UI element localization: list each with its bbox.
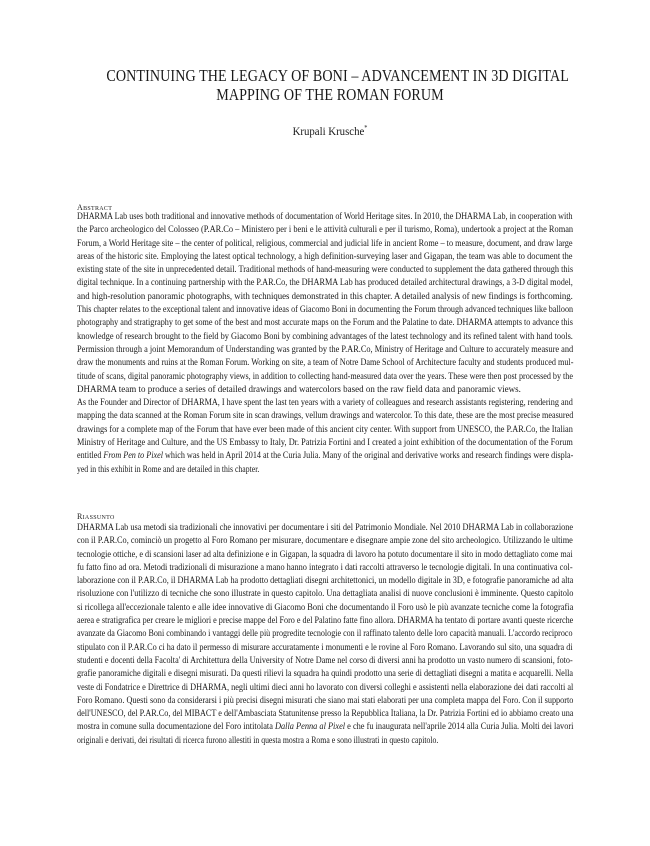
riassunto-line: dell'UNESCO, del P.AR.Co, del MIBACT e dell'Ambasciata Statunitense presso la Repubblica Italiana, la Dr. Patrizia Fortini ed io abbiamo creato una [77, 708, 574, 719]
abstract-line: DHARMA Lab uses both traditional and innovative methods of documentation of World Heritage sites. In 2010, the DHARMA Lab, in cooperation with [77, 211, 573, 221]
riassunto-line: avanzate da Giacomo Boni combinando i vantaggi delle più progredite tecnologie con il raffinato talento delle loro capacità manuali. L'accordo reciproco [77, 628, 573, 639]
riassunto-heading: Riassunto [77, 512, 115, 521]
author-footnote-mark: * [364, 124, 368, 132]
riassunto-line: risoluzione con l'utilizzo di tecniche che sono illustrate in questo capitolo. Una dettagliata analisi di nuove conclusioni è imminente. Questo capitolo [77, 588, 574, 599]
author-name [33, 124, 627, 139]
abstract-line: photography and stratigraphy to get some of the best and most accurate maps on the Forum and the Palatine to date. DHARMA attempts to advance this [77, 317, 573, 328]
riassunto-line: aerea e stratigrafica per creare le migliori e precise mappe del Foro e del Palatino fatte fino allora. DHARMA ha tentato di portare avanti queste ricerche [77, 615, 574, 626]
abstract-line: yed in this exhibit in Rome and are detailed in this chapter. [77, 463, 260, 474]
abstract-line: This chapter relates to the exceptional talent and innovative ideas of Giacomo Boni in documenting the Forum through advanced techniques like balloon [77, 304, 574, 315]
abstract-line: areas of the historic site. Employing the latest optical technology, a high definition-surveying laser and Gigapan, the team was able to document the [77, 250, 573, 261]
riassunto-line: originali e derivati, dei risultati di ricerca furono allestiti in questa mostra a Roma e sono illustrati in questo capitolo. [77, 734, 439, 745]
riassunto-line: fu fatto fino ad ora. Metodi tradizionali di misurazione a mano hanno integrato i dati raccolti attraverso le tecnologie digitali. In una continuativa col- [77, 561, 573, 572]
abstract-line: and high-resolution panoramic photographs, with techniques demonstrated in this chapter. A detailed analysis of new findings is forthcoming. [77, 290, 573, 301]
abstract-line: As the Founder and Director of DHARMA, I have spent the last ten years with a variety of colleagues and research assistants registering, rendering and [77, 397, 573, 408]
abstract-line: Permission through a joint Memorandum of Understanding was granted by the P.AR.Co, Ministry of Heritage and Culture to accurately measure and [77, 343, 574, 354]
abstract-line: draw the monuments and ruins at the Roman Forum. Working on site, a team of Notre Dame School of Architecture faculty and students produced mul- [77, 357, 574, 368]
riassunto-line: DHARMA Lab usa metodi sia tradizionali che innovativi per documentare i siti del Patrimonio Mondiale. Nel 2010 DHARMA Lab in collaborazione [77, 522, 574, 532]
abstract-heading: Abstract [77, 203, 113, 212]
abstract-line: existing state of the site in unprecedented detail. Traditional methods of hand-measuring were conducted to supplement the data gathered through this [77, 264, 574, 275]
abstract-line: Ministry of Heritage and Culture, and the US Embassy to Italy, Dr. Patrizia Fortini and I created a joint exhibition of the documentation of the Forum [77, 437, 573, 448]
riassunto-line: studenti e docenti della Facolta' di Architettura della University of Notre Dame nel corso di diversi anni ha prodotto un vasto numero di scansioni, foto- [77, 654, 573, 665]
abstract-body [77, 210, 573, 476]
riassunto-body [77, 521, 573, 747]
riassunto-line: tecnologie ottiche, e di scansioni laser ad alta definizione e in Gigapan, la squadra di lavoro ha potuto documentare il sito in modo dettagliato come mai [77, 548, 573, 559]
paper-title [106, 66, 569, 104]
title-line: MAPPING OF THE ROMAN FORUM [216, 85, 444, 104]
abstract-line: DHARMA team to produce a series of detailed drawings and watercolors based on the raw field data and panoramic views. [77, 383, 521, 394]
italic-title: Dalla Penna al Pixel [274, 721, 346, 732]
riassunto-line: veste di Fondatrice e Direttrice di DHARMA, negli ultimi dieci anni ho lavorato con diversi colleghi e assistenti nella elaborazione dei dati raccolti al [77, 681, 574, 692]
riassunto-line: laborazione con il P.AR.Co, il DHARMA Lab ha prodotto dettagliati disegni architettonici, un modello digitale in 3D, e fotografie panoramiche ad alta [77, 575, 574, 586]
riassunto-line: grafie panoramiche digitali e disegni misurati. Da questi rilievi la squadra ha quindi prodotto una serie di dettagliati disegni a matita e acquarelli. Nella [77, 668, 574, 679]
italic-title: From Pen to Pixel [103, 450, 163, 461]
abstract-line: Forum, a World Heritage site – the center of political, religious, commercial and judicial life in ancient Rome – to measure, document, and draw large [77, 237, 573, 248]
abstract-line: knowledge of research brought to the field by Giacomo Boni by combining advantages of the latest technology and its refined talent with hand tools. [77, 330, 573, 341]
abstract-line: digital technique. In a continuing partnership with the P.AR.Co, the DHARMA Lab has produced detailed architectural drawings, a 3-D digital model, [77, 277, 573, 288]
riassunto-line: Foro Romano. Questi sono da considerarsi i più precisi disegni misurati che siano mai stati elaborati per una completa mappa del Foro. Con il supporto [77, 694, 574, 705]
riassunto-line: si ricollega all'eccezionale talento e alle idee innovative di Giacomo Boni che documentando il Foro usò le più avanzate tecniche come la fotografia [77, 601, 574, 612]
abstract-line: the Parco archeologico del Colosseo (P.AR.Co – Ministero per i beni e le attività culturali e per il turismo, Roma), undertook a project at the Roman [77, 224, 574, 235]
abstract-line: titude of scans, digital panoramic photography views, in addition to collecting hand-measured data over the years. These were then post processed by the [77, 370, 573, 381]
title-line: CONTINUING THE LEGACY OF BONI – ADVANCEMENT IN 3D DIGITAL [106, 66, 569, 85]
riassunto-line: mostra in comune sulla documentazione del Foro intitolata Dalla Penna al Pixel e che fu inaugurata nell'aprile 2014 alla Curia Julia. Molti dei lavori [77, 721, 574, 732]
author-name-text: Krupali Krusche [292, 124, 365, 138]
abstract-line: drawings for a complete map of the Forum that have ever been made of this ancient city center. With support from UNESCO, the P.AR.Co, the Italian [77, 423, 573, 434]
riassunto-line: stipulato con il P.AR.Co ci ha dato il permesso di misurare accuratamente i monumenti e le rovine al Foro Romano. Lavorando sul sito, una squadra di [77, 641, 573, 652]
abstract-line: entitled From Pen to Pixel which was held in April 2014 at the Curia Julia. Many of the original and derivative works and research findings were displa- [77, 450, 574, 461]
riassunto-line: con il P.AR.Co, cominciò un progetto al Foro Romano per misurare, documentare e disegnare ampie zone del sito archeologico. Utilizzando le ultime [77, 535, 573, 546]
abstract-line: mapping the data scanned at the Roman Forum site in scan drawings, vellum drawings and watercolor. To this date, these are the most precise measured [77, 410, 574, 421]
